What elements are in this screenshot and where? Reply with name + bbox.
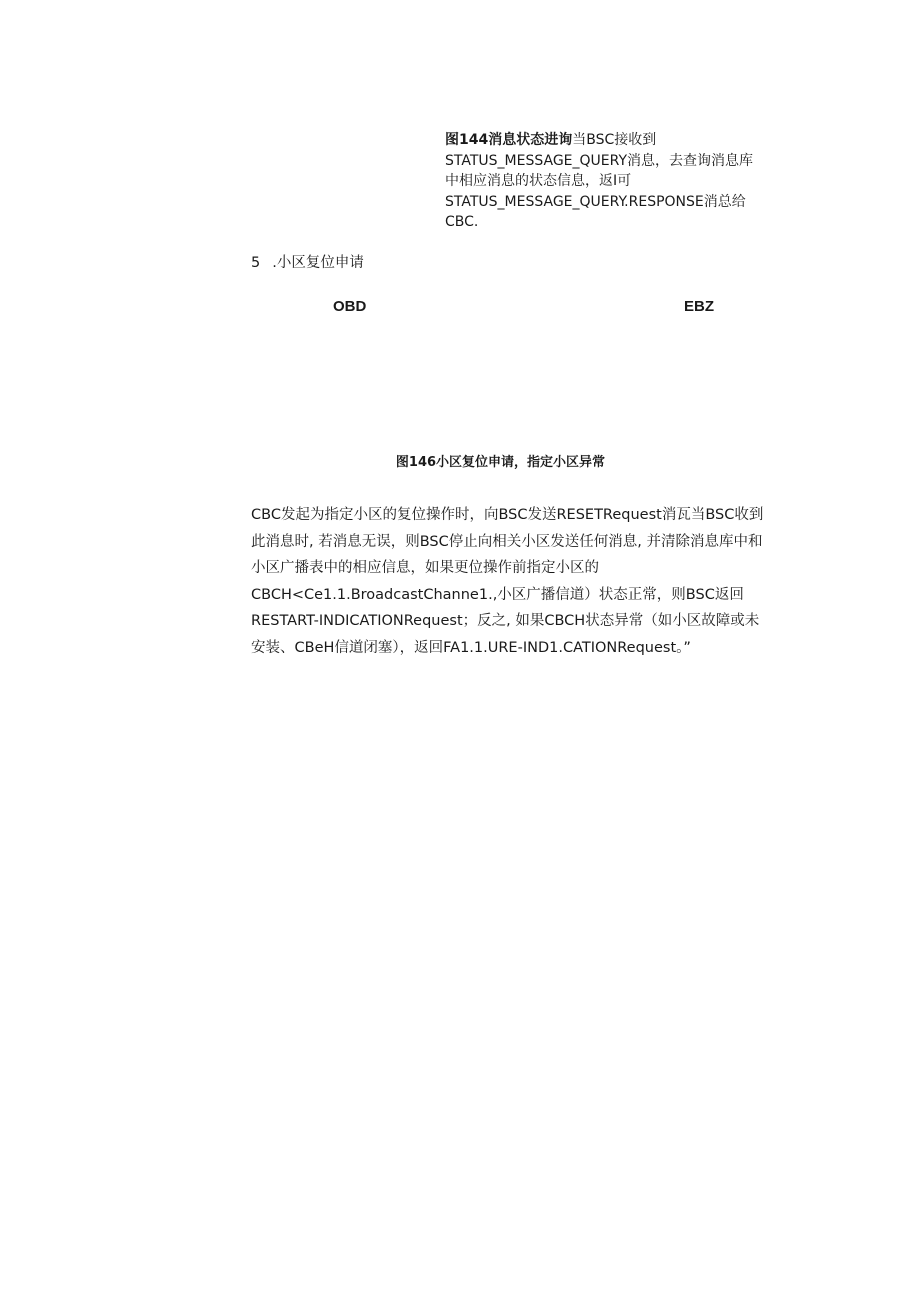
paragraph-line: RESTART-INDICATIONRequest；反之, 如果CBCH状态异常（如小区故障或未	[251, 613, 760, 629]
section-number: 5	[251, 255, 261, 271]
figure-144-text-line: 当BSC接收到	[572, 132, 657, 148]
figure-144-text-line: 中相应消息的状态信息，返I可	[445, 173, 632, 189]
paragraph-line: 小区广播表中的相应信息，如果更位操作前指定小区的	[251, 560, 599, 576]
figure-144-caption: 图144消息状态进询	[445, 132, 573, 148]
body-paragraph	[251, 502, 811, 661]
diagram-entity-left: OBD	[333, 298, 367, 315]
figure-144-first-line	[445, 130, 805, 151]
paragraph-line: 此消息时, 若消息无误，则BSC停止向相关小区发送任何消息, 并清除消息库中和	[251, 533, 763, 550]
figure-146-caption: 图146小区复位申请，指定小区异常	[395, 455, 606, 470]
diagram-entity-right: EBZ	[684, 298, 714, 315]
paragraph-line: CBC发起为指定小区的复位操作时，向BSC发送RESETRequest消瓦当BSC收到	[251, 507, 764, 523]
figure-144-text-line: STATUS_MESSAGE_QUERY消息，去查询消息库	[445, 152, 754, 169]
figure-144-text-line: CBC.	[445, 214, 479, 230]
section-heading	[251, 253, 364, 273]
figure-144-text-line: STATUS_MESSAGE_QUERY.RESPONSE消总给	[445, 193, 746, 210]
figure-144-block	[445, 130, 805, 233]
paragraph-line: 安装、CBeH信道闭塞），返回FA1.1.URE-IND1.CATIONRequest。”	[251, 639, 691, 656]
section-title: .小区复位申请	[272, 255, 364, 271]
paragraph-line: CBCH<Ce1.1.BroadcastChanne1.,小区广播信道）状态正常，则BSC返回	[251, 586, 744, 603]
